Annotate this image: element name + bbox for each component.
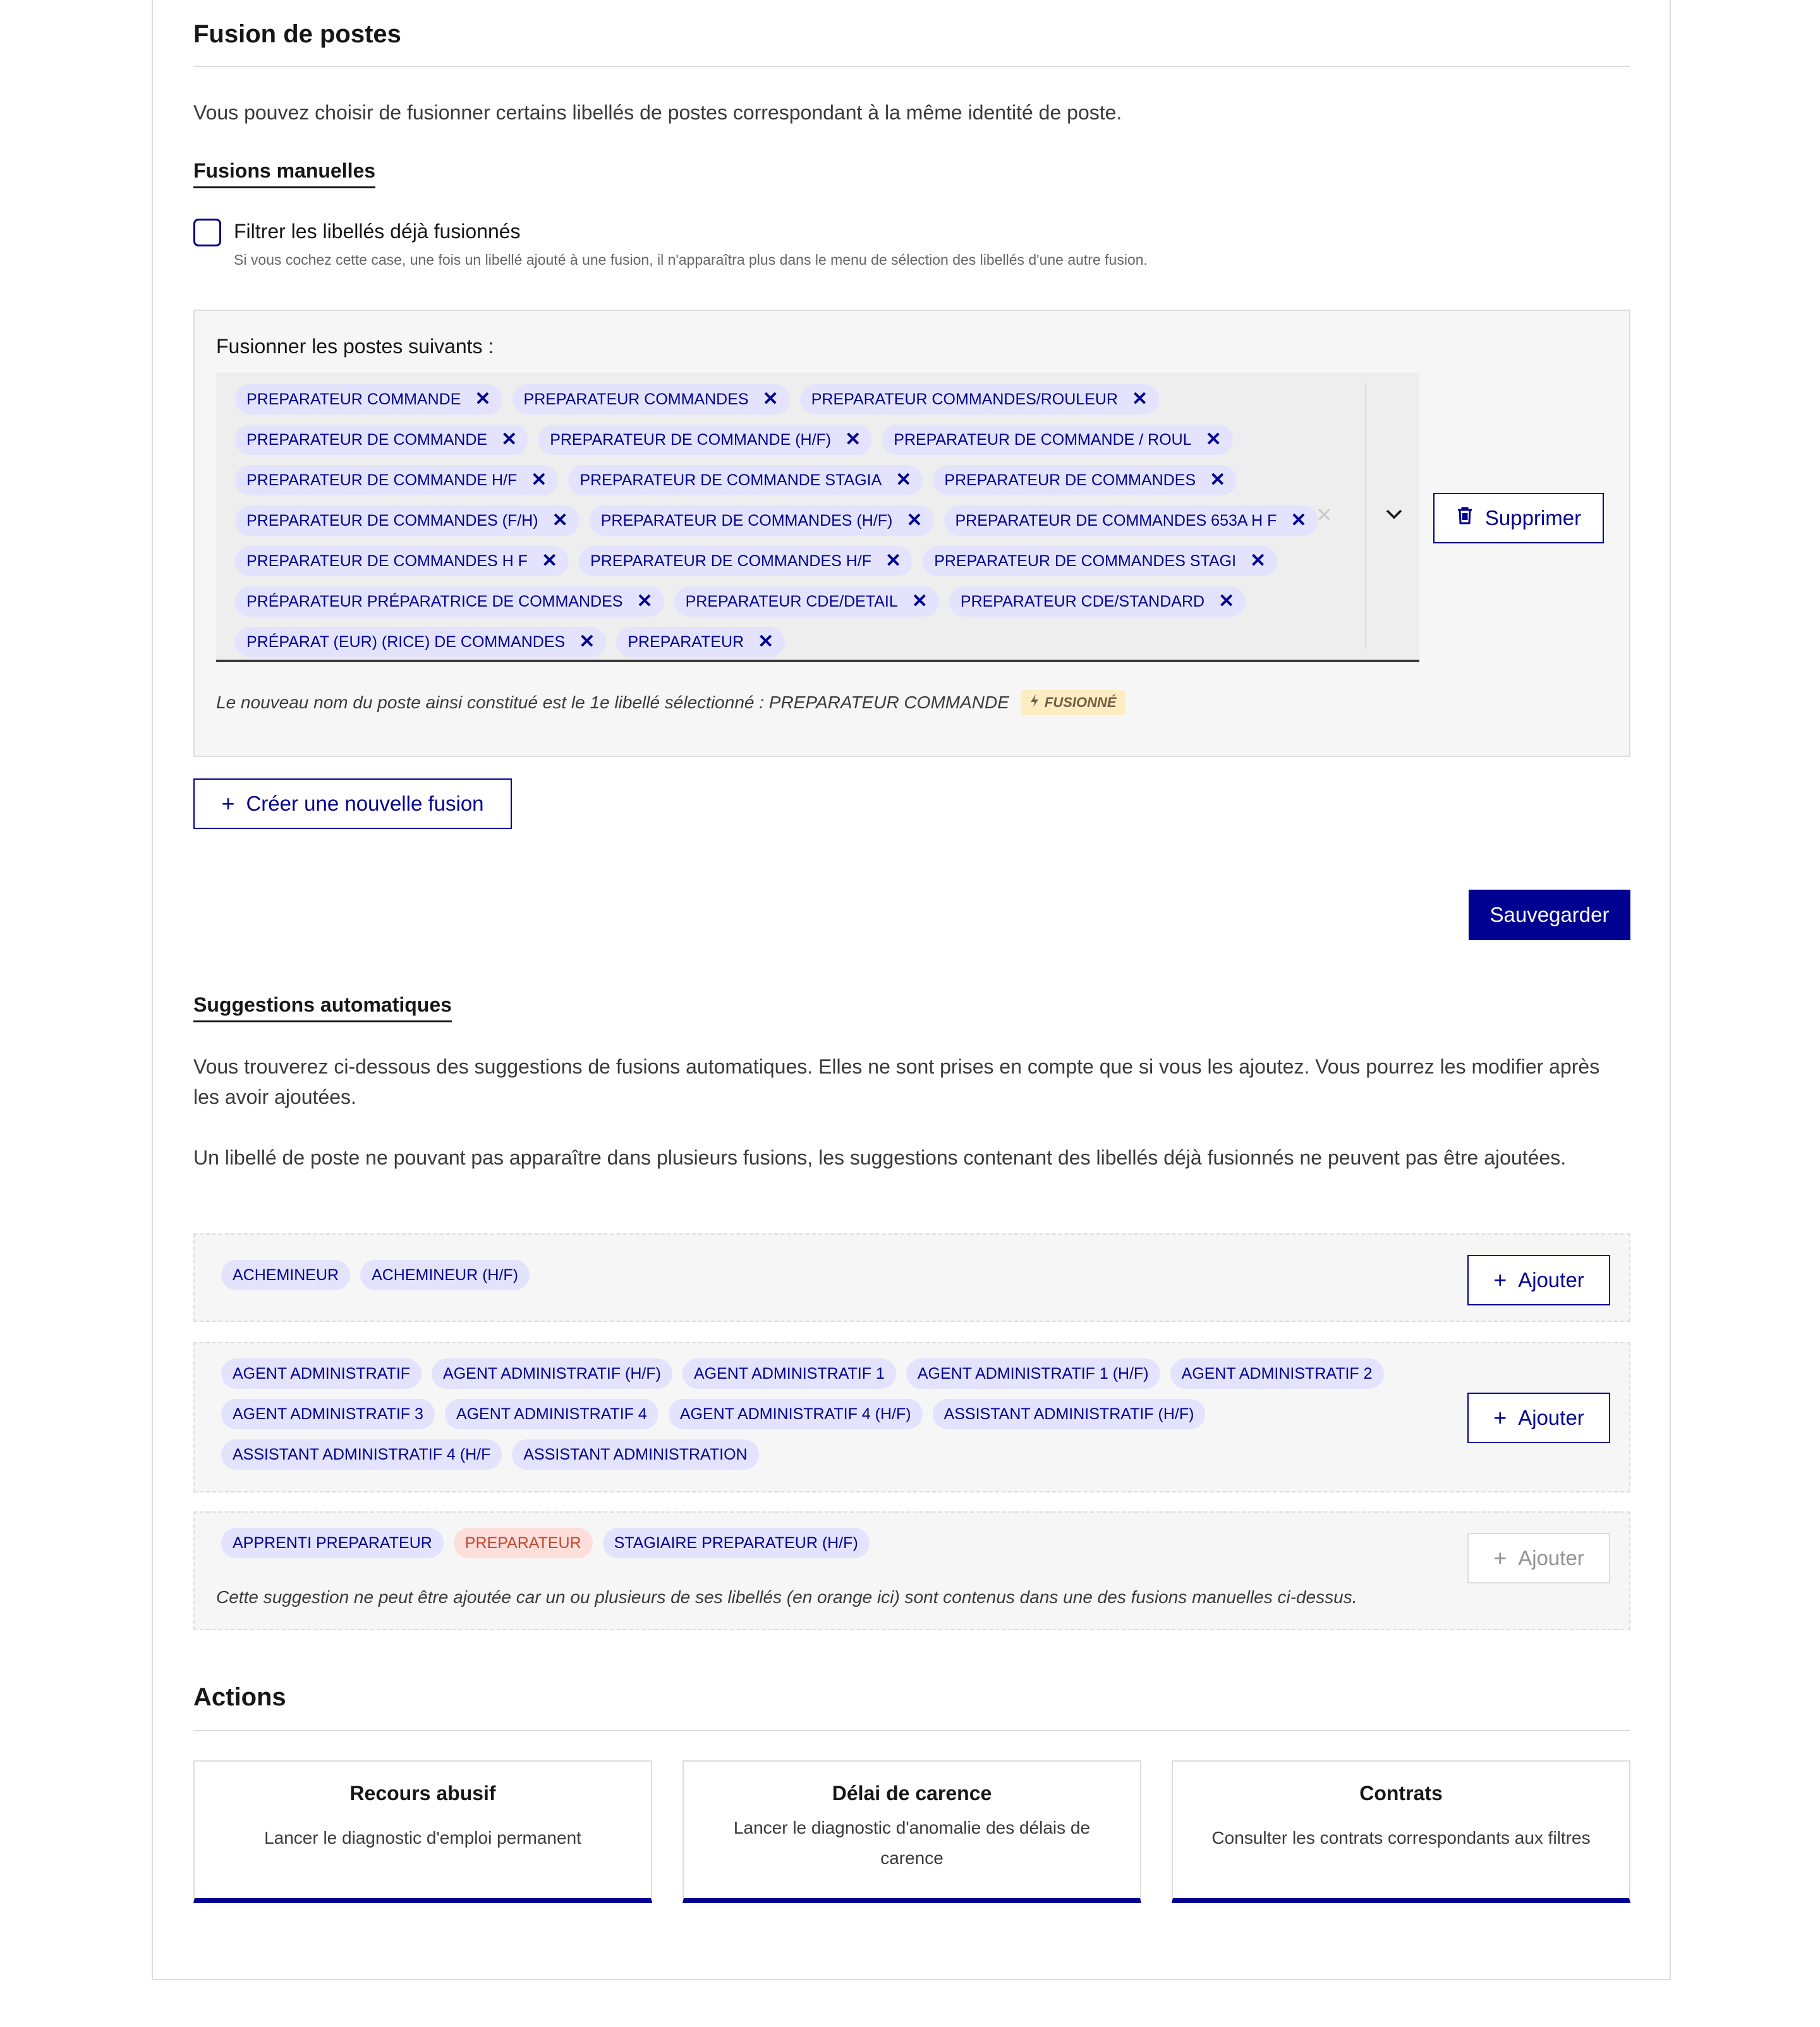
manual-fusion-card bbox=[193, 310, 1630, 757]
close-icon[interactable]: ✕ bbox=[1218, 591, 1235, 612]
close-icon[interactable]: ✕ bbox=[906, 510, 923, 531]
selected-tag bbox=[590, 505, 934, 536]
suggestion-card-1 bbox=[193, 1233, 1630, 1322]
fusion-description: Vous pouvez choisir de fusionner certains libellés de postes correspondant à la même identité de poste. bbox=[193, 101, 1122, 124]
tag-label: PREPARATEUR DE COMMANDES bbox=[944, 471, 1196, 489]
tag-label: PREPARATEUR COMMANDES bbox=[523, 390, 749, 408]
action-tile-contracts[interactable] bbox=[1172, 1760, 1630, 1903]
selected-tag bbox=[538, 425, 872, 455]
selected-tag bbox=[235, 627, 606, 657]
suggestion-tag: AGENT ADMINISTRATIF 4 (H/F) bbox=[669, 1399, 923, 1429]
section-title-fusion: Fusion de postes bbox=[193, 20, 401, 48]
tag-label: PREPARATEUR DE COMMANDE STAGIA bbox=[579, 471, 882, 489]
suggestion-tag: STAGIAIRE PREPARATEUR (H/F) bbox=[603, 1528, 870, 1558]
new-name-info bbox=[216, 690, 1125, 715]
trash-icon bbox=[1456, 506, 1474, 530]
tag-label: PREPARATEUR bbox=[628, 632, 744, 651]
add-suggestion-button-2[interactable] bbox=[1467, 1393, 1610, 1443]
selected-tag bbox=[933, 465, 1237, 495]
suggestions-title: Suggestions automatiques bbox=[193, 993, 452, 1022]
tile-description: Lancer le diagnostic d'emploi permanent bbox=[264, 1828, 581, 1848]
suggestion-tags-3 bbox=[221, 1528, 1422, 1568]
clear-all-icon[interactable]: ✕ bbox=[1316, 504, 1333, 526]
plus-icon: + bbox=[221, 790, 235, 816]
suggestion-tags-1 bbox=[221, 1260, 1422, 1300]
chevron-down-icon[interactable] bbox=[1374, 497, 1414, 532]
add-suggestion-button-1[interactable] bbox=[1467, 1255, 1610, 1305]
filter-checkbox[interactable] bbox=[193, 219, 221, 246]
close-icon[interactable]: ✕ bbox=[762, 389, 779, 409]
plus-icon: + bbox=[1493, 1267, 1507, 1293]
suggestions-para-1: Vous trouverez ci-dessous des suggestions de fusions automatiques. Elles ne sont prises en compte que si vous les ajoutez. Vous pourrez les modifier après les avoir ajoutées. bbox=[193, 1055, 1600, 1108]
suggestions-para-2: Un libellé de poste ne pouvant pas apparaître dans plusieurs fusions, les suggestions contenant des libellés déjà fusionnés ne peuvent pas être ajoutées. bbox=[193, 1146, 1567, 1169]
tile-description: Consulter les contrats correspondants aux filtres bbox=[1211, 1828, 1591, 1848]
tag-label: PREPARATEUR DE COMMANDES STAGI bbox=[934, 552, 1237, 570]
plus-icon: + bbox=[1493, 1405, 1507, 1431]
manual-fusions-heading bbox=[193, 159, 1630, 188]
tag-label: PREPARATEUR DE COMMANDE H/F bbox=[246, 471, 518, 489]
close-icon[interactable]: ✕ bbox=[475, 389, 491, 409]
close-icon[interactable]: ✕ bbox=[501, 429, 518, 450]
close-icon[interactable]: ✕ bbox=[911, 591, 928, 612]
selected-tag bbox=[235, 425, 528, 455]
section-title-actions: Actions bbox=[193, 1683, 286, 1711]
suggestion-tag: APPRENTI PREPARATEUR bbox=[221, 1528, 444, 1558]
selected-tag bbox=[235, 586, 664, 617]
close-icon[interactable]: ✕ bbox=[636, 591, 653, 612]
tag-label: PREPARATEUR COMMANDE bbox=[246, 390, 461, 408]
suggestions-heading bbox=[193, 993, 1630, 1022]
selected-tag bbox=[513, 384, 790, 414]
suggestion-card-3 bbox=[193, 1511, 1630, 1630]
suggestion-tag: AGENT ADMINISTRATIF 4 bbox=[445, 1399, 658, 1429]
suggestion-tag: AGENT ADMINISTRATIF 1 (H/F) bbox=[906, 1358, 1160, 1389]
selected-tag bbox=[579, 546, 913, 576]
create-fusion-button[interactable] bbox=[193, 778, 512, 829]
selected-tag bbox=[923, 546, 1277, 576]
tag-label: PREPARATEUR DE COMMANDES (H/F) bbox=[600, 511, 893, 529]
plus-icon: + bbox=[1493, 1545, 1507, 1571]
tag-label: PREPARATEUR DE COMMANDE bbox=[246, 430, 488, 449]
close-icon[interactable]: ✕ bbox=[1290, 510, 1307, 531]
close-icon[interactable]: ✕ bbox=[895, 469, 912, 490]
conflict-tag: PREPARATEUR bbox=[454, 1528, 593, 1558]
selected-tag bbox=[568, 465, 923, 495]
suggestion-card-2 bbox=[193, 1342, 1630, 1492]
tag-label: PREPARATEUR COMMANDES/ROULEUR bbox=[811, 390, 1118, 408]
suggestion-tag: ASSISTANT ADMINISTRATIF (H/F) bbox=[933, 1399, 1206, 1429]
action-tile-abusive-recourse[interactable] bbox=[193, 1760, 652, 1903]
tag-label: PREPARATEUR DE COMMANDES H/F bbox=[590, 552, 872, 570]
selected-tag bbox=[800, 384, 1159, 414]
close-icon[interactable]: ✕ bbox=[531, 469, 547, 490]
suggestion-tag: ACHEMINEUR bbox=[221, 1260, 350, 1290]
close-icon[interactable]: ✕ bbox=[541, 550, 558, 571]
delete-fusion-button[interactable] bbox=[1433, 493, 1604, 543]
suggestion-tag: ACHEMINEUR (H/F) bbox=[360, 1260, 530, 1290]
suggestion-tags-2 bbox=[221, 1358, 1422, 1480]
tag-label: PREPARATEUR DE COMMANDE (H/F) bbox=[550, 430, 832, 449]
close-icon[interactable]: ✕ bbox=[758, 631, 774, 652]
filter-label[interactable]: Filtrer les libellés déjà fusionnés bbox=[234, 220, 521, 243]
suggestion-tag: ASSISTANT ADMINISTRATION bbox=[512, 1439, 758, 1470]
close-icon[interactable]: ✕ bbox=[1210, 469, 1226, 490]
tag-label: PREPARATEUR DE COMMANDES 653A H F bbox=[955, 511, 1277, 529]
close-icon[interactable]: ✕ bbox=[885, 550, 902, 571]
page-container bbox=[152, 0, 1671, 1980]
close-icon[interactable]: ✕ bbox=[1205, 429, 1222, 450]
manual-fusions-title: Fusions manuelles bbox=[193, 159, 375, 188]
selected-tag bbox=[882, 425, 1233, 455]
selected-tags-list bbox=[235, 384, 1360, 667]
tile-title: Délai de carence bbox=[832, 1782, 992, 1805]
suggestion-warning-note: Cette suggestion ne peut être ajoutée car un ou plusieurs de ses libellés (en orange ici) sont contenus dans une des fusions manuelles ci-dessus. bbox=[216, 1587, 1357, 1607]
merged-badge bbox=[1021, 690, 1125, 715]
tag-label: PREPARATEUR DE COMMANDES H F bbox=[246, 552, 528, 570]
suggestion-tag: AGENT ADMINISTRATIF 2 bbox=[1170, 1358, 1384, 1389]
selected-tag bbox=[944, 505, 1318, 536]
create-fusion-label: Créer une nouvelle fusion bbox=[246, 792, 484, 815]
suggestion-tag: ASSISTANT ADMINISTRATIF 4 (H/F bbox=[221, 1439, 502, 1470]
tag-label: PREPARATEUR CDE/STANDARD bbox=[960, 592, 1205, 610]
selected-tag bbox=[949, 586, 1246, 617]
add-suggestion-button-3[interactable] bbox=[1467, 1533, 1610, 1583]
add-label: Ajouter bbox=[1518, 1546, 1584, 1570]
merged-badge-label: FUSIONNÉ bbox=[1044, 694, 1117, 710]
suggestion-tag: AGENT ADMINISTRATIF (H/F) bbox=[432, 1358, 672, 1389]
close-icon[interactable]: ✕ bbox=[579, 631, 595, 652]
selected-tag bbox=[616, 627, 785, 657]
save-button[interactable]: Sauvegarder bbox=[1469, 890, 1630, 940]
close-icon[interactable]: ✕ bbox=[1131, 389, 1148, 409]
selected-tag bbox=[235, 465, 558, 495]
filter-hint: Si vous cochez cette case, une fois un libellé ajouté à une fusion, il n'apparaîtra plus dans le menu de sélection des libellés d'une autre fusion. bbox=[234, 251, 1148, 268]
fusion-section bbox=[193, 20, 1630, 49]
separator bbox=[1365, 383, 1366, 650]
lightning-icon bbox=[1029, 694, 1040, 711]
close-icon[interactable]: ✕ bbox=[552, 510, 568, 531]
selected-tag bbox=[235, 384, 502, 414]
selected-tag bbox=[235, 505, 579, 536]
tag-label: PRÉPARAT (EUR) (RICE) DE COMMANDES bbox=[246, 632, 566, 651]
suggestion-tag: AGENT ADMINISTRATIF bbox=[221, 1358, 422, 1389]
divider bbox=[193, 1730, 1630, 1731]
action-tile-waiting-period[interactable] bbox=[682, 1760, 1141, 1903]
new-name-text: Le nouveau nom du poste ainsi constitué est le 1e libellé sélectionné : PREPARATEUR COMMANDE bbox=[216, 693, 1009, 712]
suggestion-tag: AGENT ADMINISTRATIF 3 bbox=[221, 1399, 435, 1429]
selected-tag bbox=[674, 586, 939, 617]
add-label: Ajouter bbox=[1518, 1268, 1584, 1292]
add-label: Ajouter bbox=[1518, 1406, 1584, 1429]
tag-label: PREPARATEUR DE COMMANDES (F/H) bbox=[246, 511, 538, 529]
tile-title: Contrats bbox=[1359, 1782, 1443, 1805]
fusion-box-label: Fusionner les postes suivants : bbox=[216, 335, 494, 358]
tag-label: PRÉPARATEUR PRÉPARATRICE DE COMMANDES bbox=[246, 592, 623, 610]
tile-description: Lancer le diagnostic d'anomalie des délais de carence bbox=[733, 1818, 1091, 1868]
tag-label: PREPARATEUR CDE/DETAIL bbox=[685, 592, 898, 610]
delete-button-label: Supprimer bbox=[1484, 506, 1582, 529]
tile-title: Recours abusif bbox=[349, 1782, 496, 1805]
job-title-multiselect[interactable] bbox=[216, 373, 1419, 662]
close-icon[interactable]: ✕ bbox=[845, 429, 861, 450]
divider bbox=[193, 66, 1630, 67]
tag-label: PREPARATEUR DE COMMANDE / ROUL bbox=[894, 430, 1192, 449]
actions-section bbox=[193, 1683, 1630, 1712]
suggestion-tag: AGENT ADMINISTRATIF 1 bbox=[682, 1358, 896, 1389]
close-icon[interactable]: ✕ bbox=[1250, 550, 1266, 571]
selected-tag bbox=[235, 546, 569, 576]
